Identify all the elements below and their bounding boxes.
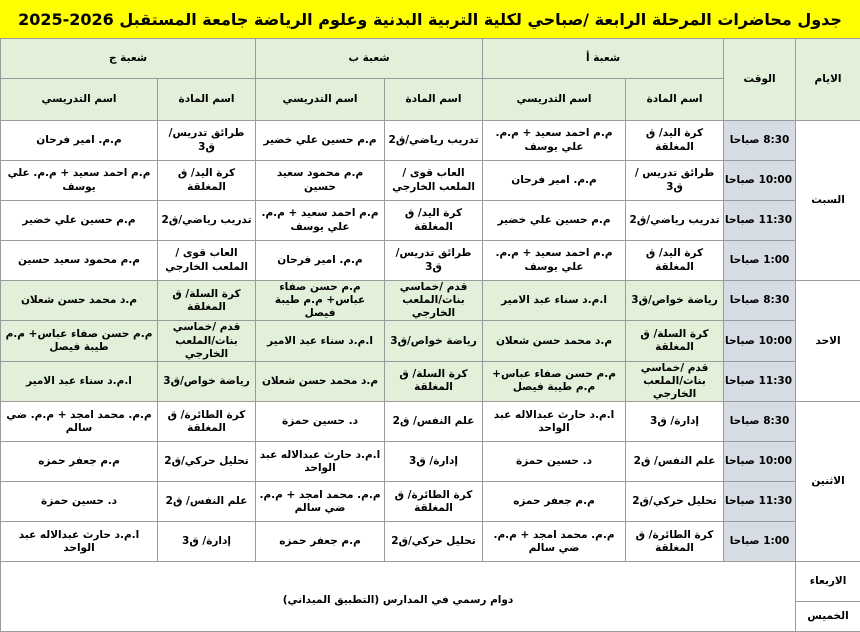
teacher-cell: د. حسين حمزة	[483, 442, 626, 482]
teacher-cell: م.م حسن صفاء عباس+ م.م طيبة فيصل	[256, 281, 385, 321]
subject-cell: تدريب رياضي/ق2	[385, 121, 483, 161]
subject-cell: إدارة/ ق3	[385, 442, 483, 482]
table-row	[1, 201, 860, 241]
subject-cell: علم النفس/ ق2	[158, 482, 256, 522]
subject-cell: طرائق تدريس/ ق3	[385, 241, 483, 281]
table-row	[1, 321, 860, 361]
time-cell: 8:30 صباحا	[724, 402, 796, 442]
section-a-header: شعبة أ	[483, 39, 724, 79]
subject-cell: قدم /خماسي بنات/الملعب الخارجي	[626, 361, 724, 401]
subject-cell: كرة الطائرة/ ق المغلقة	[626, 522, 724, 562]
subject-cell: رياضة خواص/ق3	[158, 361, 256, 401]
day-label: الاثنين	[796, 402, 860, 562]
day-label: الخميس	[796, 602, 860, 632]
teacher-cell: م.م حسين علي خضير	[483, 201, 626, 241]
subject-cell: كرة السلة/ ق المغلقة	[385, 361, 483, 401]
teacher-cell: م.م حسن صفاء عباس+ م.م طيبة فيصل	[1, 321, 158, 361]
table-row	[1, 402, 860, 442]
table-row	[1, 442, 860, 482]
subject-cell: كرة اليد/ ق المغلقة	[626, 121, 724, 161]
teacher-cell: م.د محمد حسن شعلان	[1, 281, 158, 321]
subject-cell: كرة السلة/ ق المغلقة	[158, 281, 256, 321]
subject-cell: علم النفس/ ق2	[626, 442, 724, 482]
subject-cell: العاب قوى /الملعب الخارجي	[385, 161, 483, 201]
teacher-cell: م.د محمد حسن شعلان	[483, 321, 626, 361]
table-row	[1, 161, 860, 201]
subject-header: اسم المادة	[158, 79, 256, 121]
subject-cell: قدم /خماسي بنات/الملعب الخارجي	[385, 281, 483, 321]
time-cell: 11:30 صباحا	[724, 482, 796, 522]
section-c-header: شعبة ج	[1, 39, 256, 79]
subject-header: اسم المادة	[385, 79, 483, 121]
teacher-header: اسم التدريسي	[256, 79, 385, 121]
table-row	[1, 281, 860, 321]
subject-cell: كرة الطائرة/ ق المغلقة	[385, 482, 483, 522]
teacher-cell: م.م. امير فرحان	[256, 241, 385, 281]
day-label: الاربعاء	[796, 562, 860, 602]
teacher-cell: م.م حسين علي خضير	[256, 121, 385, 161]
subject-cell: رياضة خواص/ق3	[626, 281, 724, 321]
teacher-cell: ا.م.د حارث عبدالاله عبد الواحد	[256, 442, 385, 482]
subject-cell: تدريب رياضي/ق2	[626, 201, 724, 241]
subject-cell: علم النفس/ ق2	[385, 402, 483, 442]
table-row	[1, 241, 860, 281]
teacher-cell: ا.م.د حارث عبدالاله عبد الواحد	[1, 522, 158, 562]
time-cell: 10:00 صباحا	[724, 442, 796, 482]
days-header: الايام	[796, 39, 860, 121]
teacher-header: اسم التدريسي	[483, 79, 626, 121]
teacher-header: اسم التدريسي	[1, 79, 158, 121]
time-cell: 1:00 صباحا	[724, 522, 796, 562]
time-cell: 10:00 صباحا	[724, 161, 796, 201]
subject-cell: طرائق تدريس/ ق3	[158, 121, 256, 161]
subject-cell: كرة اليد/ ق المغلقة	[385, 201, 483, 241]
teacher-cell: م.م. محمد امجد + م.م. ضي سالم	[1, 402, 158, 442]
teacher-cell: م.م احمد سعيد + م.م. علي يوسف	[256, 201, 385, 241]
teacher-cell: م.م حسين علي خضير	[1, 201, 158, 241]
time-header: الوقت	[724, 39, 796, 121]
time-cell: 10:00 صباحا	[724, 321, 796, 361]
teacher-cell: م.م. امير فرحان	[483, 161, 626, 201]
subject-cell: إدارة/ ق3	[626, 402, 724, 442]
teacher-cell: م.م. محمد امجد + م.م. ضي سالم	[256, 482, 385, 522]
subject-cell: تحليل حركي/ق2	[626, 482, 724, 522]
teacher-cell: م.م حسن صفاء عباس+ م.م طيبة فيصل	[483, 361, 626, 401]
subject-cell: كرة اليد/ ق المغلقة	[158, 161, 256, 201]
subject-cell: كرة الطائرة/ ق المغلقة	[158, 402, 256, 442]
subject-cell: تحليل حركي/ق2	[158, 442, 256, 482]
teacher-cell: م.م جعفر حمزه	[256, 522, 385, 562]
teacher-cell: م.م جعفر حمزه	[1, 442, 158, 482]
subject-cell: العاب قوى /الملعب الخارجي	[158, 241, 256, 281]
subject-cell: قدم /خماسي بنات/الملعب الخارجي	[158, 321, 256, 361]
subject-cell: كرة السلة/ ق المغلقة	[626, 321, 724, 361]
table-row	[1, 361, 860, 401]
table-row	[1, 482, 860, 522]
subject-cell: طرائق تدريس / ق3	[626, 161, 724, 201]
schedule-table	[0, 38, 860, 632]
day-label: الاحد	[796, 281, 860, 402]
teacher-cell: م.م جعفر حمزه	[483, 482, 626, 522]
teacher-cell: د. حسين حمزة	[256, 402, 385, 442]
teacher-cell: م.م احمد سعيد + م.م. علي يوسف	[1, 161, 158, 201]
teacher-cell: د. حسين حمزة	[1, 482, 158, 522]
subject-cell: تحليل حركي/ق2	[385, 522, 483, 562]
subject-cell: تدريب رياضي/ق2	[158, 201, 256, 241]
teacher-cell: م.م. امير فرحان	[1, 121, 158, 161]
teacher-cell: م.م. محمد امجد + م.م. ضي سالم	[483, 522, 626, 562]
teacher-cell: م.م محمود سعيد حسين	[1, 241, 158, 281]
field-training-note: دوام رسمي في المدارس (التطبيق الميداني)	[1, 562, 796, 632]
teacher-cell: ا.م.د سناء عبد الامير	[256, 321, 385, 361]
teacher-cell: م.د محمد حسن شعلان	[256, 361, 385, 401]
teacher-cell: م.م محمود سعيد حسين	[256, 161, 385, 201]
teacher-cell: ا.م.د حارث عبدالاله عبد الواحد	[483, 402, 626, 442]
subject-cell: رياضة خواص/ق3	[385, 321, 483, 361]
time-cell: 1:00 صباحا	[724, 241, 796, 281]
page-title: جدول محاضرات المرحلة الرابعة /صباحي لكلية التربية البدنية وعلوم الرياضة جامعة المستقبل 2026-2025	[0, 0, 860, 39]
table-row	[1, 562, 860, 602]
subject-cell: إدارة/ ق3	[158, 522, 256, 562]
teacher-cell: ا.م.د سناء عبد الامير	[483, 281, 626, 321]
time-cell: 11:30 صباحا	[724, 361, 796, 401]
section-b-header: شعبة ب	[256, 39, 483, 79]
table-row	[1, 522, 860, 562]
time-cell: 8:30 صباحا	[724, 281, 796, 321]
subject-header: اسم المادة	[626, 79, 724, 121]
day-label: السبت	[796, 121, 860, 281]
time-cell: 8:30 صباحا	[724, 121, 796, 161]
time-cell: 11:30 صباحا	[724, 201, 796, 241]
teacher-cell: ا.م.د سناء عبد الامير	[1, 361, 158, 401]
subject-cell: كرة اليد/ ق المغلقة	[626, 241, 724, 281]
teacher-cell: م.م احمد سعيد + م.م. علي يوسف	[483, 241, 626, 281]
teacher-cell: م.م احمد سعيد + م.م. علي يوسف	[483, 121, 626, 161]
table-row	[1, 121, 860, 161]
